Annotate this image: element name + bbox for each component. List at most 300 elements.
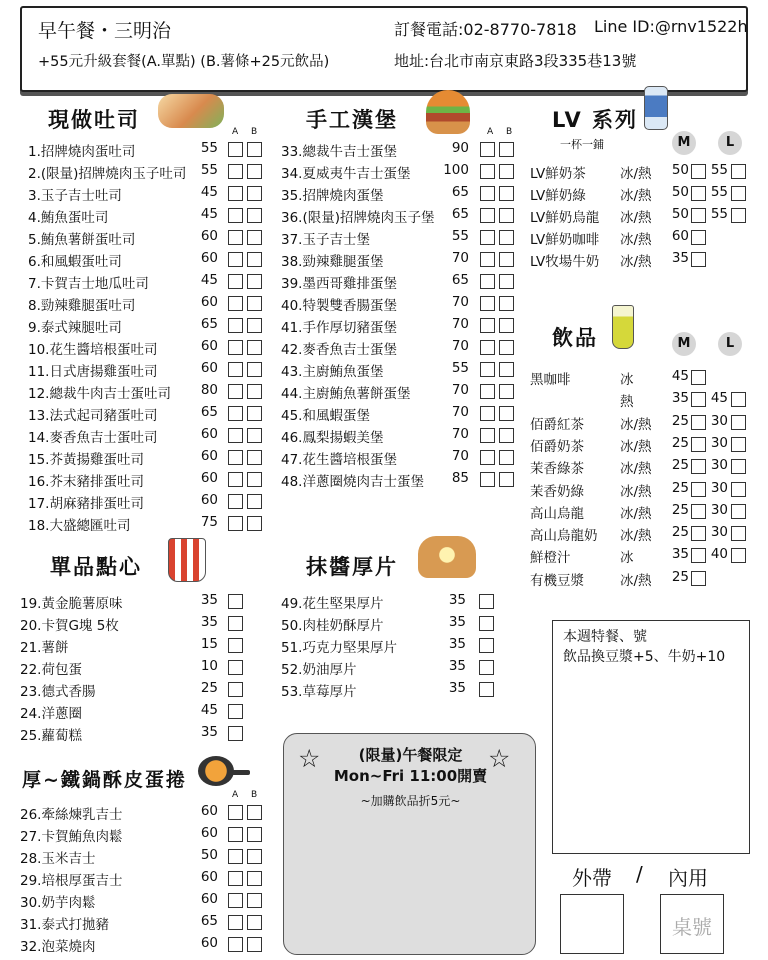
drink-cup-icon bbox=[612, 305, 634, 349]
rolls-item-name: 27.卡賀鮪魚肉鬆 bbox=[20, 829, 123, 845]
drinks-item-m-checkbox[interactable] bbox=[691, 392, 706, 407]
toast-item-price: 60 bbox=[200, 426, 218, 442]
toast-item-a-checkbox[interactable] bbox=[228, 472, 243, 487]
drinks-item-temp: 冰/熱 bbox=[620, 461, 652, 478]
drinks-item-temp: 冰/熱 bbox=[620, 528, 652, 545]
drinks-item-price-l: 30 bbox=[710, 412, 728, 429]
snacks-item-checkbox[interactable] bbox=[228, 616, 243, 631]
section-title-toast: 現做吐司 bbox=[48, 108, 140, 132]
toast-item-b-checkbox[interactable] bbox=[247, 252, 262, 267]
lv-item-name: LV牧場牛奶 bbox=[530, 254, 600, 270]
rolls-item-a-checkbox[interactable] bbox=[228, 915, 243, 930]
burger-item-b-checkbox[interactable] bbox=[499, 340, 514, 355]
drinks-item-name: 高山烏龍奶 bbox=[530, 528, 598, 545]
milk-bottle-icon bbox=[644, 86, 668, 130]
drinks-item-temp: 冰 bbox=[620, 372, 634, 388]
lv-item-price-l: 55 bbox=[710, 206, 728, 222]
burger-item-a-checkbox[interactable] bbox=[480, 142, 495, 157]
thick-item-price: 35 bbox=[448, 614, 466, 630]
burger-item-b-checkbox[interactable] bbox=[499, 230, 514, 245]
toast-item-name: 15.芥黃揚雞蛋吐司 bbox=[28, 452, 144, 468]
burger-item-a-checkbox[interactable] bbox=[480, 428, 495, 443]
snacks-item-name: 20.卡賀G塊 5枚 bbox=[20, 618, 119, 634]
toast-item-name: 16.芥末豬排蛋吐司 bbox=[28, 474, 144, 490]
toast-item-price: 60 bbox=[200, 294, 218, 310]
toast-item-a-checkbox[interactable] bbox=[228, 274, 243, 289]
toast-item-price: 65 bbox=[200, 316, 218, 332]
toast-item-name: 7.卡賀吉士地瓜吐司 bbox=[28, 276, 149, 292]
shop-address: 地址:台北市南京東路3段335巷13號 bbox=[394, 52, 637, 70]
drinks-item-l-checkbox[interactable] bbox=[731, 482, 746, 497]
lv-item-l-checkbox[interactable] bbox=[731, 164, 746, 179]
burger-item-a-checkbox[interactable] bbox=[480, 252, 495, 267]
thick-item-checkbox[interactable] bbox=[479, 594, 494, 609]
toast-item-a-checkbox[interactable] bbox=[228, 340, 243, 355]
rolls-item-price: 60 bbox=[200, 825, 218, 841]
burger-item-price: 55 bbox=[451, 360, 469, 376]
burger-item-a-checkbox[interactable] bbox=[480, 296, 495, 311]
toast-item-price: 65 bbox=[200, 404, 218, 420]
burger-item-name: 38.勁辣雞腿蛋堡 bbox=[281, 254, 384, 270]
skillet-handle-icon bbox=[230, 770, 250, 775]
burger-item-a-checkbox[interactable] bbox=[480, 208, 495, 223]
drinks-item-price-m: 25 bbox=[671, 501, 689, 518]
drinks-item-l-checkbox[interactable] bbox=[731, 548, 746, 563]
toast-item-price: 80 bbox=[200, 382, 218, 398]
drinks-item-price-m: 25 bbox=[671, 434, 689, 451]
thick-item-checkbox[interactable] bbox=[479, 638, 494, 653]
toast-item-name: 10.花生醬培根蛋吐司 bbox=[28, 342, 158, 358]
section-title-burger: 手工漢堡 bbox=[306, 108, 398, 132]
drinks-item-l-checkbox[interactable] bbox=[731, 459, 746, 474]
toast-item-b-checkbox[interactable] bbox=[247, 186, 262, 201]
burger-item-a-checkbox[interactable] bbox=[480, 230, 495, 245]
toast-item-price: 45 bbox=[200, 206, 218, 222]
toast-item-name: 5.鮪魚薯餅蛋吐司 bbox=[28, 232, 136, 248]
burger-item-price: 100 bbox=[443, 162, 469, 178]
lv-item-m-checkbox[interactable] bbox=[691, 208, 706, 223]
section-title-thick-toast: 抹醬厚片 bbox=[306, 555, 398, 579]
snacks-item-checkbox[interactable] bbox=[228, 660, 243, 675]
toast-item-a-checkbox[interactable] bbox=[228, 164, 243, 179]
burger-item-price: 85 bbox=[451, 470, 469, 486]
thick-item-price: 35 bbox=[448, 658, 466, 674]
drinks-item-price-l: 40 bbox=[710, 546, 728, 563]
snacks-item-checkbox[interactable] bbox=[228, 638, 243, 653]
drinks-item-price-l: 30 bbox=[710, 501, 728, 518]
drinks-item-price-l: 30 bbox=[710, 434, 728, 451]
drinks-item-price-l: 30 bbox=[710, 457, 728, 474]
rolls-item-name: 30.奶芋肉鬆 bbox=[20, 895, 96, 911]
rolls-item-b-checkbox[interactable] bbox=[247, 827, 262, 842]
burger-item-price: 70 bbox=[451, 382, 469, 398]
toast-item-price: 55 bbox=[200, 140, 218, 156]
lv-item-temp: 冰/熱 bbox=[620, 188, 652, 204]
toast-item-b-checkbox[interactable] bbox=[247, 208, 262, 223]
toast-item-a-checkbox[interactable] bbox=[228, 186, 243, 201]
order-type-slash: / bbox=[636, 862, 643, 886]
lv-item-temp: 冰/熱 bbox=[620, 254, 652, 270]
toast-item-b-checkbox[interactable] bbox=[247, 450, 262, 465]
drinks-item-l-checkbox[interactable] bbox=[731, 415, 746, 430]
burger-item-price: 65 bbox=[451, 184, 469, 200]
burger-item-b-checkbox[interactable] bbox=[499, 142, 514, 157]
drinks-item-price-m: 35 bbox=[671, 390, 689, 407]
drinks-item-m-checkbox[interactable] bbox=[691, 482, 706, 497]
drinks-item-l-checkbox[interactable] bbox=[731, 526, 746, 541]
burger-item-a-checkbox[interactable] bbox=[480, 450, 495, 465]
rolls-item-name: 31.泰式打拋豬 bbox=[20, 917, 109, 933]
snacks-item-price: 35 bbox=[200, 614, 218, 630]
burger-item-price: 70 bbox=[451, 316, 469, 332]
toast-item-a-checkbox[interactable] bbox=[228, 252, 243, 267]
drinks-item-m-checkbox[interactable] bbox=[691, 548, 706, 563]
lv-item-price-m: 50 bbox=[671, 162, 689, 178]
toast-item-b-checkbox[interactable] bbox=[247, 472, 262, 487]
thick-item-checkbox[interactable] bbox=[479, 682, 494, 697]
lv-item-name: LV鮮奶咖啡 bbox=[530, 232, 600, 248]
drinks-item-price-m: 45 bbox=[671, 368, 689, 384]
drinks-item-temp: 冰/熱 bbox=[620, 572, 652, 589]
snacks-item-price: 25 bbox=[200, 680, 218, 696]
toast-item-a-checkbox[interactable] bbox=[228, 516, 243, 531]
burger-item-price: 90 bbox=[451, 140, 469, 156]
snacks-item-name: 19.黃金脆薯原味 bbox=[20, 596, 123, 612]
lunch-special-panel bbox=[283, 733, 536, 955]
weekly-special-line2: 飲品換豆漿+5、牛奶+10 bbox=[563, 649, 726, 665]
drinks-size-m-badge: M bbox=[672, 332, 696, 356]
toast-illustration-icon bbox=[158, 94, 224, 128]
line-id: Line ID:@rnv1522h bbox=[594, 17, 748, 36]
toast-item-b-checkbox[interactable] bbox=[247, 164, 262, 179]
rolls-item-a-checkbox[interactable] bbox=[228, 805, 243, 820]
toast-col-b: B bbox=[251, 127, 258, 137]
toast-item-b-checkbox[interactable] bbox=[247, 362, 262, 377]
drinks-item-m-checkbox[interactable] bbox=[691, 370, 706, 385]
thick-item-price: 35 bbox=[448, 592, 466, 608]
burger-col-a: A bbox=[487, 127, 494, 137]
burger-item-name: 45.和風蝦蛋堡 bbox=[281, 408, 370, 424]
burger-item-name: 47.花生醬培根蛋堡 bbox=[281, 452, 397, 468]
burger-item-a-checkbox[interactable] bbox=[480, 406, 495, 421]
drinks-item-m-checkbox[interactable] bbox=[691, 526, 706, 541]
section-title-lv: LV 系列 bbox=[552, 108, 639, 132]
section-title-drinks: 飲品 bbox=[552, 326, 598, 350]
toast-item-b-checkbox[interactable] bbox=[247, 142, 262, 157]
order-phone: 訂餐電話:02-8770-7818 bbox=[394, 20, 577, 39]
rolls-item-a-checkbox[interactable] bbox=[228, 827, 243, 842]
drinks-item-name: 茉香奶綠 bbox=[530, 483, 584, 500]
lv-item-m-checkbox[interactable] bbox=[691, 230, 706, 245]
drinks-item-temp: 冰/熱 bbox=[620, 416, 652, 433]
drinks-item-price-l: 45 bbox=[710, 390, 728, 407]
thick-item-checkbox[interactable] bbox=[479, 660, 494, 675]
rolls-item-price: 60 bbox=[200, 869, 218, 885]
thick-item-name: 53.草莓厚片 bbox=[281, 684, 357, 700]
burger-item-a-checkbox[interactable] bbox=[480, 186, 495, 201]
lv-item-price-m: 35 bbox=[671, 250, 689, 266]
burger-item-a-checkbox[interactable] bbox=[480, 318, 495, 333]
toast-item-name: 6.和風蝦蛋吐司 bbox=[28, 254, 122, 270]
drinks-item-m-checkbox[interactable] bbox=[691, 571, 706, 586]
burger-illustration-icon bbox=[426, 90, 470, 134]
toast-item-a-checkbox[interactable] bbox=[228, 142, 243, 157]
weekly-special-line1: 本週特餐、號 bbox=[563, 629, 647, 645]
lv-item-m-checkbox[interactable] bbox=[691, 164, 706, 179]
lv-item-temp: 冰/熱 bbox=[620, 166, 652, 182]
toast-item-b-checkbox[interactable] bbox=[247, 230, 262, 245]
burger-item-price: 70 bbox=[451, 404, 469, 420]
burger-item-b-checkbox[interactable] bbox=[499, 164, 514, 179]
burger-item-a-checkbox[interactable] bbox=[480, 274, 495, 289]
lv-item-price-l: 55 bbox=[710, 162, 728, 178]
lv-item-m-checkbox[interactable] bbox=[691, 186, 706, 201]
toast-item-name: 4.鮪魚蛋吐司 bbox=[28, 210, 109, 226]
section-title-snacks: 單品點心 bbox=[50, 555, 142, 579]
lv-item-name: LV鮮奶綠 bbox=[530, 188, 586, 204]
toast-item-price: 60 bbox=[200, 360, 218, 376]
lv-item-temp: 冰/熱 bbox=[620, 210, 652, 226]
table-number-field[interactable] bbox=[660, 894, 724, 954]
snacks-item-name: 24.洋蔥圈 bbox=[20, 706, 82, 722]
burger-item-price: 70 bbox=[451, 338, 469, 354]
toast-item-name: 12.總裁牛肉吉士蛋吐司 bbox=[28, 386, 171, 402]
lv-item-m-checkbox[interactable] bbox=[691, 252, 706, 267]
toast-item-name: 8.勁辣雞腿蛋吐司 bbox=[28, 298, 136, 314]
burger-item-name: 33.總裁牛吉士蛋堡 bbox=[281, 144, 397, 160]
snacks-item-checkbox[interactable] bbox=[228, 594, 243, 609]
burger-item-b-checkbox[interactable] bbox=[499, 406, 514, 421]
drinks-item-price-m: 25 bbox=[671, 457, 689, 474]
toast-item-a-checkbox[interactable] bbox=[228, 428, 243, 443]
burger-item-b-checkbox[interactable] bbox=[499, 208, 514, 223]
burger-item-name: 37.玉子吉士堡 bbox=[281, 232, 370, 248]
burger-item-name: 43.主廚鮪魚蛋堡 bbox=[281, 364, 384, 380]
lv-item-price-l: 55 bbox=[710, 184, 728, 200]
rolls-item-b-checkbox[interactable] bbox=[247, 871, 262, 886]
snacks-item-price: 35 bbox=[200, 724, 218, 740]
burger-item-price: 65 bbox=[451, 206, 469, 222]
burger-item-name: 36.(限量)招牌燒肉玉子堡 bbox=[281, 210, 435, 226]
thick-item-price: 35 bbox=[448, 636, 466, 652]
burger-item-a-checkbox[interactable] bbox=[480, 384, 495, 399]
burger-item-price: 55 bbox=[451, 228, 469, 244]
toast-item-name: 9.泰式辣腿吐司 bbox=[28, 320, 122, 336]
toast-item-b-checkbox[interactable] bbox=[247, 318, 262, 333]
toast-item-b-checkbox[interactable] bbox=[247, 494, 262, 509]
lv-size-m-badge: M bbox=[672, 131, 696, 155]
thick-item-name: 52.奶油厚片 bbox=[281, 662, 357, 678]
burger-item-b-checkbox[interactable] bbox=[499, 186, 514, 201]
drinks-item-price-m: 25 bbox=[671, 479, 689, 496]
toast-col-a: A bbox=[232, 127, 239, 137]
lv-item-name: LV鮮奶茶 bbox=[530, 166, 586, 182]
burger-item-b-checkbox[interactable] bbox=[499, 472, 514, 487]
burger-item-b-checkbox[interactable] bbox=[499, 318, 514, 333]
burger-item-b-checkbox[interactable] bbox=[499, 362, 514, 377]
drinks-item-temp: 冰 bbox=[620, 550, 634, 567]
drinks-item-name: 佰爵紅茶 bbox=[530, 416, 584, 433]
rolls-item-price: 50 bbox=[200, 847, 218, 863]
snacks-item-price: 45 bbox=[200, 702, 218, 718]
rolls-item-price: 65 bbox=[200, 913, 218, 929]
toast-item-name: 11.日式唐揚雞蛋吐司 bbox=[28, 364, 158, 380]
rolls-item-b-checkbox[interactable] bbox=[247, 849, 262, 864]
toast-item-name: 3.玉子吉士吐司 bbox=[28, 188, 122, 204]
burger-item-a-checkbox[interactable] bbox=[480, 362, 495, 377]
lv-item-price-m: 50 bbox=[671, 184, 689, 200]
toast-item-a-checkbox[interactable] bbox=[228, 450, 243, 465]
drinks-item-m-checkbox[interactable] bbox=[691, 504, 706, 519]
takeout-label: 外帶 bbox=[572, 866, 612, 890]
drinks-item-name: 鮮橙汁 bbox=[530, 550, 571, 567]
snacks-item-checkbox[interactable] bbox=[228, 704, 243, 719]
skillet-icon bbox=[198, 756, 234, 786]
rolls-item-name: 26.牽絲煉乳吉士 bbox=[20, 807, 123, 823]
thick-item-price: 35 bbox=[448, 680, 466, 696]
drinks-item-m-checkbox[interactable] bbox=[691, 437, 706, 452]
snacks-item-name: 25.蘿蔔糕 bbox=[20, 728, 82, 744]
toast-item-price: 55 bbox=[200, 162, 218, 178]
burger-item-name: 35.招牌燒肉蛋堡 bbox=[281, 188, 384, 204]
burger-item-price: 65 bbox=[451, 272, 469, 288]
rolls-item-a-checkbox[interactable] bbox=[228, 893, 243, 908]
burger-item-price: 70 bbox=[451, 250, 469, 266]
drinks-item-name: 黑咖啡 bbox=[530, 372, 571, 388]
lv-item-price-m: 60 bbox=[671, 228, 689, 244]
rolls-col-a: A bbox=[232, 790, 239, 800]
toast-item-a-checkbox[interactable] bbox=[228, 406, 243, 421]
burger-item-name: 39.墨西哥雞排蛋堡 bbox=[281, 276, 397, 292]
burger-item-a-checkbox[interactable] bbox=[480, 472, 495, 487]
shop-name: 早午餐・三明治 bbox=[38, 20, 172, 42]
drinks-item-price-m: 35 bbox=[671, 546, 689, 563]
dine-in-label: 內用 bbox=[668, 866, 708, 890]
burger-item-price: 70 bbox=[451, 448, 469, 464]
toast-item-name: 13.法式起司豬蛋吐司 bbox=[28, 408, 158, 424]
rolls-item-b-checkbox[interactable] bbox=[247, 937, 262, 952]
drinks-item-price-m: 25 bbox=[671, 412, 689, 429]
drinks-item-l-checkbox[interactable] bbox=[731, 392, 746, 407]
drinks-item-name: 高山烏龍 bbox=[530, 505, 584, 522]
rolls-item-a-checkbox[interactable] bbox=[228, 937, 243, 952]
burger-item-name: 44.主廚鮪魚薯餅蛋堡 bbox=[281, 386, 411, 402]
lunch-title: (限量)午餐限定 bbox=[358, 746, 463, 764]
burger-item-b-checkbox[interactable] bbox=[499, 252, 514, 267]
rolls-item-b-checkbox[interactable] bbox=[247, 805, 262, 820]
drinks-item-price-l: 30 bbox=[710, 479, 728, 496]
toast-item-a-checkbox[interactable] bbox=[228, 230, 243, 245]
takeout-checkbox[interactable] bbox=[560, 894, 624, 954]
toast-item-b-checkbox[interactable] bbox=[247, 428, 262, 443]
toast-item-name: 17.胡麻豬排蛋吐司 bbox=[28, 496, 144, 512]
toast-item-a-checkbox[interactable] bbox=[228, 318, 243, 333]
burger-item-price: 70 bbox=[451, 426, 469, 442]
lv-item-l-checkbox[interactable] bbox=[731, 186, 746, 201]
snacks-item-checkbox[interactable] bbox=[228, 726, 243, 741]
lunch-drink-promo: ~加購飲品折5元~ bbox=[360, 794, 461, 808]
snacks-item-price: 15 bbox=[200, 636, 218, 652]
drinks-item-temp: 冰/熱 bbox=[620, 483, 652, 500]
right-star-icon: ☆ bbox=[488, 744, 511, 773]
drinks-item-l-checkbox[interactable] bbox=[731, 437, 746, 452]
burger-item-a-checkbox[interactable] bbox=[480, 340, 495, 355]
thick-item-checkbox[interactable] bbox=[479, 616, 494, 631]
fries-icon bbox=[168, 538, 206, 582]
rolls-item-price: 60 bbox=[200, 803, 218, 819]
lv-item-l-checkbox[interactable] bbox=[731, 208, 746, 223]
burger-item-b-checkbox[interactable] bbox=[499, 384, 514, 399]
rolls-item-b-checkbox[interactable] bbox=[247, 915, 262, 930]
toast-item-b-checkbox[interactable] bbox=[247, 274, 262, 289]
toast-item-b-checkbox[interactable] bbox=[247, 516, 262, 531]
section-title-egg-rolls: 厚~鐵鍋酥皮蛋捲 bbox=[22, 769, 187, 791]
drinks-item-l-checkbox[interactable] bbox=[731, 504, 746, 519]
toast-item-price: 60 bbox=[200, 250, 218, 266]
rolls-item-name: 28.玉米吉士 bbox=[20, 851, 96, 867]
drinks-item-price-m: 25 bbox=[671, 568, 689, 585]
snacks-item-checkbox[interactable] bbox=[228, 682, 243, 697]
rolls-item-a-checkbox[interactable] bbox=[228, 871, 243, 886]
toast-item-a-checkbox[interactable] bbox=[228, 362, 243, 377]
lv-item-name: LV鮮奶烏龍 bbox=[530, 210, 600, 226]
lv-size-l-badge: L bbox=[718, 131, 742, 155]
burger-item-a-checkbox[interactable] bbox=[480, 164, 495, 179]
thick-toast-icon bbox=[418, 536, 476, 578]
snacks-item-name: 22.荷包蛋 bbox=[20, 662, 82, 678]
combo-upgrade-note: +55元升級套餐(A.單點) (B.薯條+25元飲品) bbox=[38, 54, 330, 70]
toast-item-price: 60 bbox=[200, 228, 218, 244]
toast-item-a-checkbox[interactable] bbox=[228, 494, 243, 509]
burger-item-b-checkbox[interactable] bbox=[499, 296, 514, 311]
toast-item-a-checkbox[interactable] bbox=[228, 296, 243, 311]
burger-item-b-checkbox[interactable] bbox=[499, 450, 514, 465]
burger-item-b-checkbox[interactable] bbox=[499, 428, 514, 443]
burger-item-name: 41.手作厚切豬蛋堡 bbox=[281, 320, 397, 336]
toast-item-a-checkbox[interactable] bbox=[228, 384, 243, 399]
thick-item-name: 51.巧克力堅果厚片 bbox=[281, 640, 397, 656]
toast-item-price: 45 bbox=[200, 184, 218, 200]
toast-item-b-checkbox[interactable] bbox=[247, 340, 262, 355]
drinks-item-price-l: 30 bbox=[710, 524, 728, 541]
burger-item-name: 42.麥香魚吉士蛋堡 bbox=[281, 342, 397, 358]
toast-item-b-checkbox[interactable] bbox=[247, 384, 262, 399]
rolls-item-b-checkbox[interactable] bbox=[247, 893, 262, 908]
lv-item-price-m: 50 bbox=[671, 206, 689, 222]
toast-item-b-checkbox[interactable] bbox=[247, 406, 262, 421]
toast-item-name: 2.(限量)招牌燒肉玉子吐司 bbox=[28, 166, 187, 182]
burger-item-name: 46.鳳梨揚蝦美堡 bbox=[281, 430, 384, 446]
toast-item-b-checkbox[interactable] bbox=[247, 296, 262, 311]
drinks-item-temp: 冰/熱 bbox=[620, 438, 652, 455]
rolls-col-b: B bbox=[251, 790, 258, 800]
toast-item-name: 14.麥香魚吉士蛋吐司 bbox=[28, 430, 158, 446]
drinks-item-temp: 冰/熱 bbox=[620, 505, 652, 522]
toast-item-name: 1.招牌燒肉蛋吐司 bbox=[28, 144, 136, 160]
drinks-size-l-badge: L bbox=[718, 332, 742, 356]
toast-item-a-checkbox[interactable] bbox=[228, 208, 243, 223]
burger-item-b-checkbox[interactable] bbox=[499, 274, 514, 289]
drinks-item-m-checkbox[interactable] bbox=[691, 415, 706, 430]
burger-col-b: B bbox=[506, 127, 513, 137]
burger-item-price: 70 bbox=[451, 294, 469, 310]
drinks-item-name: 茉香綠茶 bbox=[530, 461, 584, 478]
snacks-item-price: 35 bbox=[200, 592, 218, 608]
drinks-item-m-checkbox[interactable] bbox=[691, 459, 706, 474]
rolls-item-a-checkbox[interactable] bbox=[228, 849, 243, 864]
menu-header bbox=[20, 6, 748, 92]
burger-item-name: 40.特製雙香腸蛋堡 bbox=[281, 298, 397, 314]
